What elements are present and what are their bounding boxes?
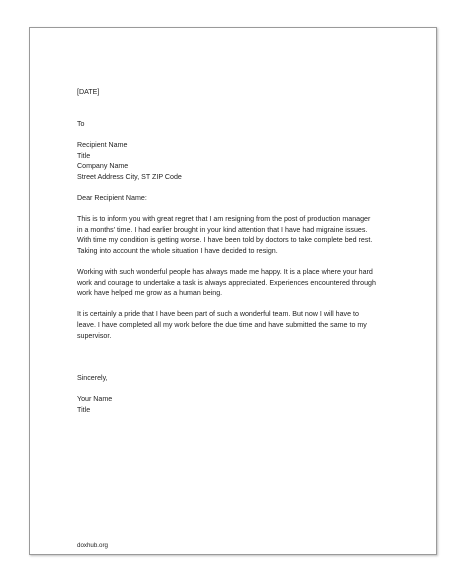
sender-name: Your Name [77,395,113,404]
paragraph-1: This is to inform you with great regret that I am resigning from the post of production manager in a months' time. I had earlier brought in your kind attention that I have had migraine issues. With time my condition is getting worse. I have been told by doctors to take complete bed rest. Taking into account the whole situation I have decided to resign. [77,215,373,255]
paragraph-2: Working with such wonderful people has always made me happy. It is a place where your hard work and courage to undertake a task is always appreciated. Experiences encountered through work have helped me grow as a human being. [77,268,376,298]
recipient-company: Company Name [77,162,129,171]
recipient-address: Street Address City, ST ZIP Code [77,172,182,181]
closing: Sincerely, [77,374,108,383]
letter-body [77,87,397,415]
to-label: To [77,119,85,128]
sender-title: Title [77,405,91,414]
footer-site: doxhub.org [77,542,108,549]
recipient-name: Recipient Name [77,140,128,149]
salutation: Dear Recipient Name: [77,193,147,202]
recipient-title: Title [77,151,91,160]
date-placeholder: [DATE] [77,88,100,96]
letter-page [29,27,437,555]
paragraph-3: It is certainly a pride that I have been part of such a wonderful team. But now I will have to leave. I have completed all my work before the due time and have submitted the same to my supervisor. [77,310,367,340]
